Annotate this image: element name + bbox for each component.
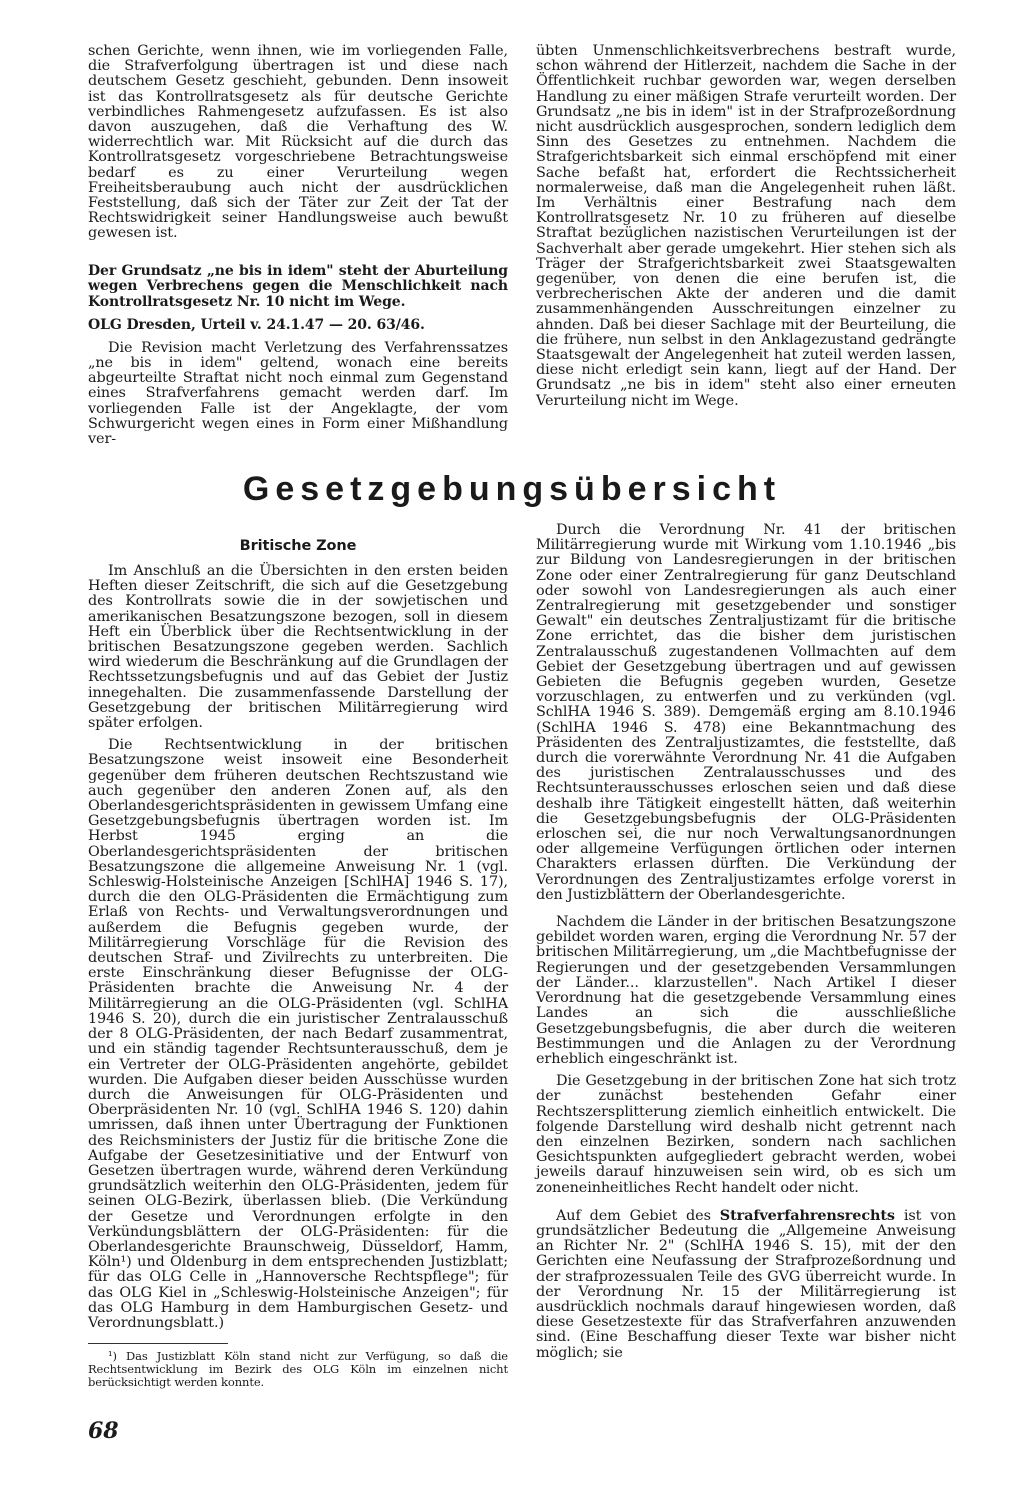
judgment-paragraph: Die Revision macht Verletzung des Verfahrenssatzes „ne bis in idem" geltend, wonach eine bereits abgeurteilte Straftat nicht noch einmal zum Gegenstand eines Strafverfahrens gemacht werden darf. Im vorliegenden Falle ist der Angeklagte, der vom Schwurgericht wegen eines in Form einer Mißhandlung ver- (88, 339, 508, 448)
paragraph: Nachdem die Länder in der britischen Besatzungszone gebildet worden waren, erging die Verordnung Nr. 57 der britischen Militärregierung, um „die Machtbefugnisse der Regierungen und der gesetzgebenden Versammlungen der Länder... klarzustellen". Nach Artikel I dieser Verordnung hat die gesetzgebende Versammlung eines Landes an sich die ausschließliche Gesetzgebungsbefugnis, die aber durch die weiteren Bestimmungen und die Anlagen zu der Verordnung erheblich eingeschränkt ist. (536, 914, 956, 1067)
paragraph-lead: Auf dem Gebiet des (556, 1207, 720, 1224)
continued-paragraph: schen Gerichte, wenn ihnen, wie im vorliegenden Falle, die Strafverfolgung übertragen ist und diese nach deutschem Gesetz geschieht, gebunden. Denn insoweit ist das Kontrollratsgesetz als für deutsche Gerichte verbindliches Rahmengesetz aufzufassen. Es ist also davon auszugehen, daß die Verhaftung des W. widerrechtlich war. Mit Rücksicht auf die durch das Kontrollratsgesetz vorgeschriebene Betrachtungsweise bedarf es zu einer Verurteilung wegen Freiheitsberaubung auch nicht der ausdrücklichen Feststellung, daß sich der Täter zur Zeit der Tat der Rechtswidrigkeit seiner Handlungsweise auch bewußt gewesen ist. (88, 43, 508, 242)
subheading-british-zone: Britische Zone (239, 538, 357, 554)
page-number: 68 (88, 1418, 119, 1444)
bottom-left-column (88, 538, 508, 1389)
top-right-column (536, 44, 956, 409)
paragraph (536, 1208, 956, 1361)
footnote-divider (88, 1343, 228, 1344)
bottom-right-column (536, 523, 956, 1361)
court-citation: OLG Dresden, Urteil v. 24.1.47 — 20. 63/46. (88, 317, 425, 334)
top-left-column (88, 44, 508, 447)
section-title: Gesetzgebungsübersicht (242, 470, 782, 508)
paragraph-rest: ist von grundsätzlicher Bedeutung die „Allgemeine Anweisung an Richter Nr. 2" (SchlHA 1946 S. 15), mit der den Gerichten eine Neufassung der Strafprozeßordnung und der strafprozessualen Teile des GVG überreicht wurde. In der Verordnung Nr. 15 der Militärregierung ist ausdrücklich nochmals darauf hingewiesen worden, daß diese Gesetzestexte für das Strafverfahren anzuwenden sind. (Eine Beschaffung dieser Texte war bisher nicht möglich; sie (536, 1207, 956, 1361)
headnote: Der Grundsatz „ne bis in idem" steht der Aburteilung wegen Verbrechens gegen die Menschlichkeit nach Kontrollratsgesetz Nr. 10 nicht im Wege. (88, 262, 508, 311)
keyword-strafverfahrensrecht: Strafverfahrensrechts (719, 1206, 895, 1224)
judgment-continuation: übten Unmenschlichkeitsverbrechens bestraft wurde, schon während der Hitlerzeit, nachdem die Sache in der Öffentlichkeit ruchbar geworden war, wegen derselben Handlung zu einer mäßigen Strafe verurteilt worden. Der Grundsatz „ne bis in idem" ist in der Strafprozeßordnung nicht ausdrücklich ausgesprochen, sondern lediglich dem Sinn des Gesetzes zu entnehmen. Nachdem die Strafgerichtsbarkeit sich einmal erschöpfend mit einer Sache befaßt hat, erfordert die Rechtssicherheit normalerweise, daß man die Angelegenheit ruhen läßt. Im Verhältnis einer Bestrafung nach dem Kontrollratsgesetz Nr. 10 zu früheren auf dieselbe Straftat bezüglichen nazistischen Verurteilungen ist der Sachverhalt aber gerade umgekehrt. Hier stehen sich als Träger der Strafgerichtsbarkeit zwei Staatsgewalten gegenüber, von denen die eine berufen ist, die verbrecherischen Akte der anderen und die damit zusammenhängenden Ausschreitungen einzelner zu ahnden. Daß bei dieser Sachlage mit der Beurteilung, die die frühere, nun selbst in den Anklagezustand gedrängte Staatsgewalt der Angelegenheit hat zuteil werden lassen, diese nicht erledigt sein kann, liegt auf der Hand. Der Grundsatz „ne bis in idem" steht also einer erneuten Verurteilung nicht im Wege. (536, 43, 956, 409)
footnote: ¹) Das Justizblatt Köln stand nicht zur Verfügung, so daß die Rechtsentwicklung im Bezirk des OLG Köln im einzelnen nicht berücksichtigt werden konnte. (88, 1349, 508, 1390)
paragraph: Die Gesetzgebung in der britischen Zone hat sich trotz der zunächst bestehenden Gefahr einer Rechtszersplitterung ziemlich einheitlich entwickelt. Die folgende Darstellung wird deshalb nicht getrennt nach den einzelnen Bezirken, sondern nach sachlichen Gesichtspunkten aufgegliedert gebracht werden, wobei jeweils darauf hinzuweisen sein wird, ob es sich um zoneneinheitliches Recht handelt oder nicht. (536, 1073, 956, 1196)
paragraph: Die Rechtsentwicklung in der britischen Besatzungszone weist insoweit eine Besonderheit gegenüber dem früheren deutschen Rechtszustand wie auch gegenüber den anderen Zonen auf, als den Oberlandesgerichtspräsidenten in gewissem Umfang eine Gesetzgebungsbefugnis übertragen worden ist. Im Herbst 1945 erging an die Oberlandesgerichtspräsidenten der britischen Besatzungszone die allgemeine Anweisung Nr. 1 (vgl. Schleswig-Holsteinische Anzeigen [SchlHA] 1946 S. 17), durch die den OLG-Präsidenten die Ermächtigung zum Erlaß von Rechts- und Verwaltungsverordnungen und außerdem die Befugnis gegeben wurde, der Militärregierung Vorschläge für die Revision des deutschen Straf- und Zivilrechts zu unterbreiten. Die erste Einschränkung dieser Befugnisse der OLG-Präsidenten brachte die Anweisung Nr. 4 der Militärregierung an die OLG-Präsidenten (vgl. SchlHA 1946 S. 20), durch die ein juristischer Zentralausschuß der 8 OLG-Präsidenten, der nach Bedarf zusammentrat, und ein ständig tagender Rechtsunterausschuß, dem je ein Vertreter der OLG-Präsidenten angehörte, gebildet wurden. Die Aufgaben dieser beiden Ausschüsse wurden durch die Anweisungen für OLG-Präsidenten und Oberpräsidenten Nr. 10 (vgl. SchlHA 1946 S. 120) dahin umrissen, daß ihnen unter Übertragung der Funktionen des Reichsministers der Justiz für die britische Zone die Aufgabe der Gesetzesinitiative und der Entwurf von Gesetzen übertragen wurde, während deren Verkündung grundsätzlich weiterhin den OLG-Präsidenten, jedem für seinen OLG-Bezirk, überlassen blieb. (Die Verkündung der Gesetze und Verordnungen erfolgte in den Verkündungsblättern der OLG-Präsidenten: für die Oberlandesgerichte Braunschweig, Düsseldorf, Hamm, Köln¹) und Oldenburg in dem entsprechenden Justizblatt; für das OLG Celle in „Hannoversche Rechtspflege"; für das OLG Kiel in „Schleswig-Holsteinische Anzeigen"; für das OLG Hamburg in dem Hamburgischen Gesetz- und Verordnungsblatt.) (88, 737, 508, 1331)
paragraph: Im Anschluß an die Übersichten in den ersten beiden Heften dieser Zeitschrift, die sich auf die Gesetzgebung des Kontrollrats sowie die in der sowjetischen und amerikanischen Besatzungszone bezogen, soll in diesem Heft ein Überblick über die Rechtsentwicklung in der britischen Besatzungszone gegeben werden. Sachlich wird wiederum die Beschränkung auf die Grundlagen der Rechtssetzungsbefugnis und auf das Gebiet der Justiz innegehalten. Die zusammenfassende Darstellung der Gesetzgebung der britischen Militärregierung wird später erfolgen. (88, 563, 508, 732)
paragraph: Durch die Verordnung Nr. 41 der britischen Militärregierung wurde mit Wirkung vom 1.10.1946 „bis zur Bildung von Landesregierungen in der britischen Zone oder einer Zentralregierung für ganz Deutschland oder sowohl von Landesregierungen als auch einer Zentralregierung mit gesetzgebender und sonstiger Gewalt" ein deutsches Zentraljustizamt für die britische Zone errichtet, das die bisher dem juristischen Zentralausschuß zugestandenen Vollmachten auf dem Gebiet der Gesetzgebung übertragen und auf gewissen Gebieten die Befugnis gegeben wurden, Gesetze vorzuschlagen, zu entwerfen und zu verkünden (vgl. SchlHA 1946 S. 389). Demgemäß erging am 8.10.1946 (SchlHA 1946 S. 478) eine Bekanntmachung des Präsidenten des Zentraljustizamtes, die feststellte, daß durch die vorerwähnte Verordnung Nr. 41 die Aufgaben des juristischen Zentralausschusses und des Rechtsunterausschusses erloschen seien und daß diese deshalb ihre Tätigkeit eingestellt hätten, daß weiterhin die Gesetzgebungsbefugnis der OLG-Präsidenten erloschen sei, die nur noch Verwaltungsanordnungen oder allgemeine Verfügungen örtlichen oder internen Charakters erlassen dürften. Die Verkündung der Verordnungen des Zentraljustizamtes erfolge vorerst in den Justizblättern der Oberlandesgerichte. (536, 522, 956, 903)
